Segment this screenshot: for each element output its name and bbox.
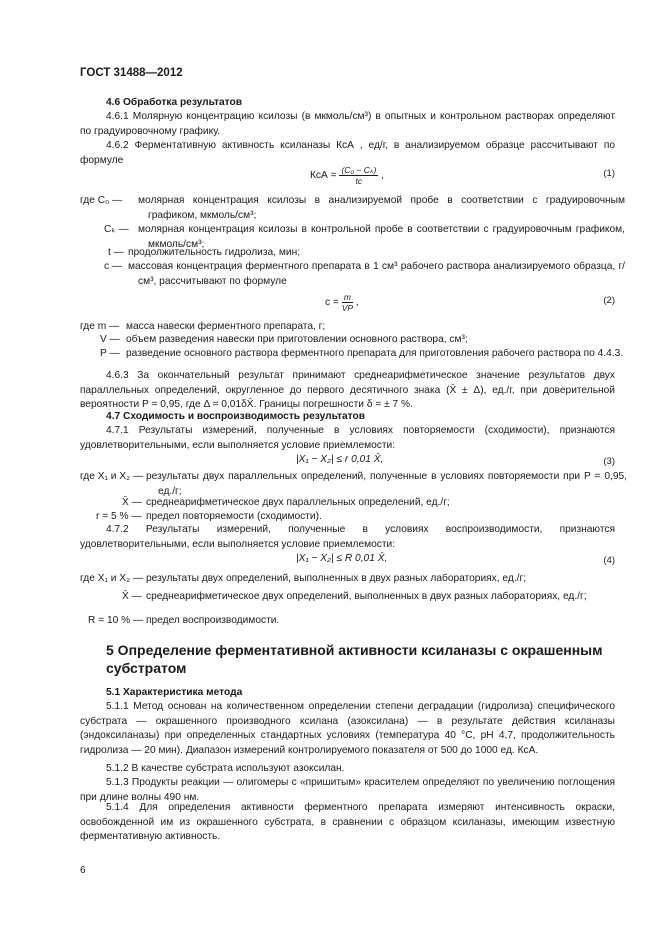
formula-2-denominator: VP: [341, 303, 354, 313]
paragraph-4-7-2: 4.7.2 Результаты измерений, полученные в условиях воспроизводимости, признаются удовлетворительными, если выполняется условие приемлемости:: [80, 524, 615, 550]
paragraph-4-6-2: 4.6.2 Ферментативную активность ксиланазы КсА , ед/г, в анализируемом образце рассчитывают по формуле: [80, 140, 615, 166]
where-c0: [80, 194, 625, 224]
formula-4: [80, 551, 615, 573]
formula-1-number: (1): [603, 168, 615, 179]
formula-1-denominator: tc: [355, 176, 363, 186]
where-bigr-text: предел воспроизводимости.: [146, 615, 280, 626]
where-x1x2-reprod-label: где X₁ и X₂ —: [80, 573, 144, 584]
where-c: [80, 260, 625, 290]
where-v-text: объем разведения навески при приготовлении основного раствора, см³;: [126, 334, 468, 345]
formula-2: [80, 290, 615, 312]
where-c-text: массовая концентрация ферментного препарата в 1 см³ рабочего раствора анализируемого образца, г/см³, рассчитывают по формуле: [128, 261, 625, 287]
where-p-label: P —: [100, 348, 120, 359]
where-xbar-reprod-text: среднеарифметическое двух определений, выполненных в двух разных лабораториях, ед./г;: [146, 591, 587, 602]
where-t-text: продолжительность гидролиза, мин;: [128, 247, 301, 258]
where-ck-label: Cₖ —: [104, 224, 129, 235]
formula-3-body: |X₁ − X₂| ≤ r 0,01 X̄,: [296, 454, 384, 465]
where-x1x2-text: результаты двух параллельных определений, полученные в условиях повторяемости при P = 0,95, ед./г;: [146, 471, 627, 497]
formula-4-body: |X₁ − X₂| ≤ R 0,01 X̄,: [296, 553, 388, 564]
where-p-text: разведение основного раствора ферментного препарата для приготовления рабочего раствора по 4.4.3.: [126, 348, 624, 359]
where-xbar-reprod-label: X̄ —: [122, 591, 142, 602]
where-r-label: r = 5 % —: [96, 511, 142, 522]
where-bigr: [80, 614, 615, 630]
where-x1x2-label: где X₁ и X₂ —: [80, 471, 144, 482]
where-c0-text: молярная концентрация ксилозы в анализируемой пробе в соответствии с градуировочным графиком, мкмоль/см³;: [138, 195, 625, 221]
where-c0-label: где C₀ —: [80, 195, 123, 206]
where-x1x2-reprod: [80, 572, 615, 588]
where-xbar-label: X̄ —: [122, 497, 142, 508]
formula-1-fraction: [339, 165, 378, 186]
formula-1-numerator: (C₀ − Cₖ): [341, 165, 377, 175]
where-m-text: масса навески ферментного препарата, г;: [126, 321, 326, 332]
paragraph-5-1-3: 5.1.3 Продукты реакции — олигомеры с «пришитым» красителем определяют по увеличению поглощения при длине волны 490 нм.: [80, 777, 615, 803]
formula-3-number: (3): [603, 456, 615, 467]
where-xbar-text: среднеарифметическое двух параллельных определений, ед./г;: [146, 497, 450, 508]
document-header: ГОСТ 31488—2012: [80, 67, 183, 79]
where-v-label: V —: [100, 334, 120, 345]
section-5-1-heading: 5.1 Характеристика метода: [106, 687, 243, 698]
paragraph-5-1-4: 5.1.4 Для определения активности ферментного препарата измеряют интенсивность окраски, освобожденной им из окрашенного субстрата, в сравнении с образцом ксиланазы, имеющим известную ферментативную активность.: [80, 802, 615, 843]
paragraph-5-1-1: 5.1.1 Метод основан на количественном определении степени деградации (гидролиза) специфического субстрата — окрашенного производного ксилана (азоксилана) — в результате действия ксиланазы (эндоксиланазы) при определенных стандартных условиях (температура 40 °С, pH 4,7, продолжительность гидролиза — 20 мин). Диапазон измерений контролируемого показателя от 500 до 1000 ед. КсА.: [80, 701, 615, 756]
section-4-7-heading: 4.7 Сходимость и воспроизводимость результатов: [106, 411, 365, 422]
where-ck-text: молярная концентрация ксилозы в контрольной пробе в соответствии с градуировочным графиком, мкмоль/см³;: [138, 224, 625, 250]
where-c-label: c —: [104, 261, 123, 272]
formula-4-number: (4): [603, 555, 615, 566]
paragraph-4-6-1: 4.6.1 Молярную концентрацию ксилозы (в мкмоль/см³) в опытных и контрольном растворах определяют по градуировочному графику.: [80, 111, 615, 137]
formula-2-fraction: [342, 292, 353, 313]
section-5-heading: 5 Определение ферментативной активности ксиланазы с окрашенным субстратом: [106, 642, 603, 676]
paragraph-5-1-2: 5.1.2 В качестве субстрата используют азоксилан.: [106, 763, 345, 774]
where-m-label: где m —: [80, 321, 120, 332]
where-x1x2-reprod-text: результаты двух определений, выполненных в двух разных лабораториях, ед./г;: [146, 573, 527, 584]
formula-2-number: (2): [603, 295, 615, 306]
formula-1: [80, 163, 615, 185]
where-bigr-label: R = 10 % —: [88, 615, 144, 626]
formula-2-numerator: m: [342, 292, 353, 303]
where-t-label: t —: [108, 247, 124, 258]
section-4-6-heading: 4.6 Обработка результатов: [106, 97, 243, 108]
page-number: 6: [80, 865, 86, 876]
formula-1-lhs: КсА =: [310, 170, 337, 182]
paragraph-4-6-3: 4.6.3 За окончательный результат принимают среднеарифметическое значение результатов двух параллельных определений, округленное до первого десятичного знака (X̄ ± Δ), ед./г, при доверительной вероятности P = 0,95, где Δ = 0,01δX̄. Границы погрешности δ = ± 7 %.: [80, 370, 615, 411]
paragraph-4-7-1: 4.7.1 Результаты измерений, полученные в условиях повторяемости (сходимости), признаются удовлетворительными, если выполняется условие приемлемости:: [80, 425, 615, 451]
formula-2-tail: ,: [355, 297, 359, 309]
formula-1-tail: ,: [381, 170, 384, 182]
formula-2-lhs: c =: [325, 297, 339, 309]
where-r-text: предел повторяемости (сходимости).: [146, 511, 322, 522]
